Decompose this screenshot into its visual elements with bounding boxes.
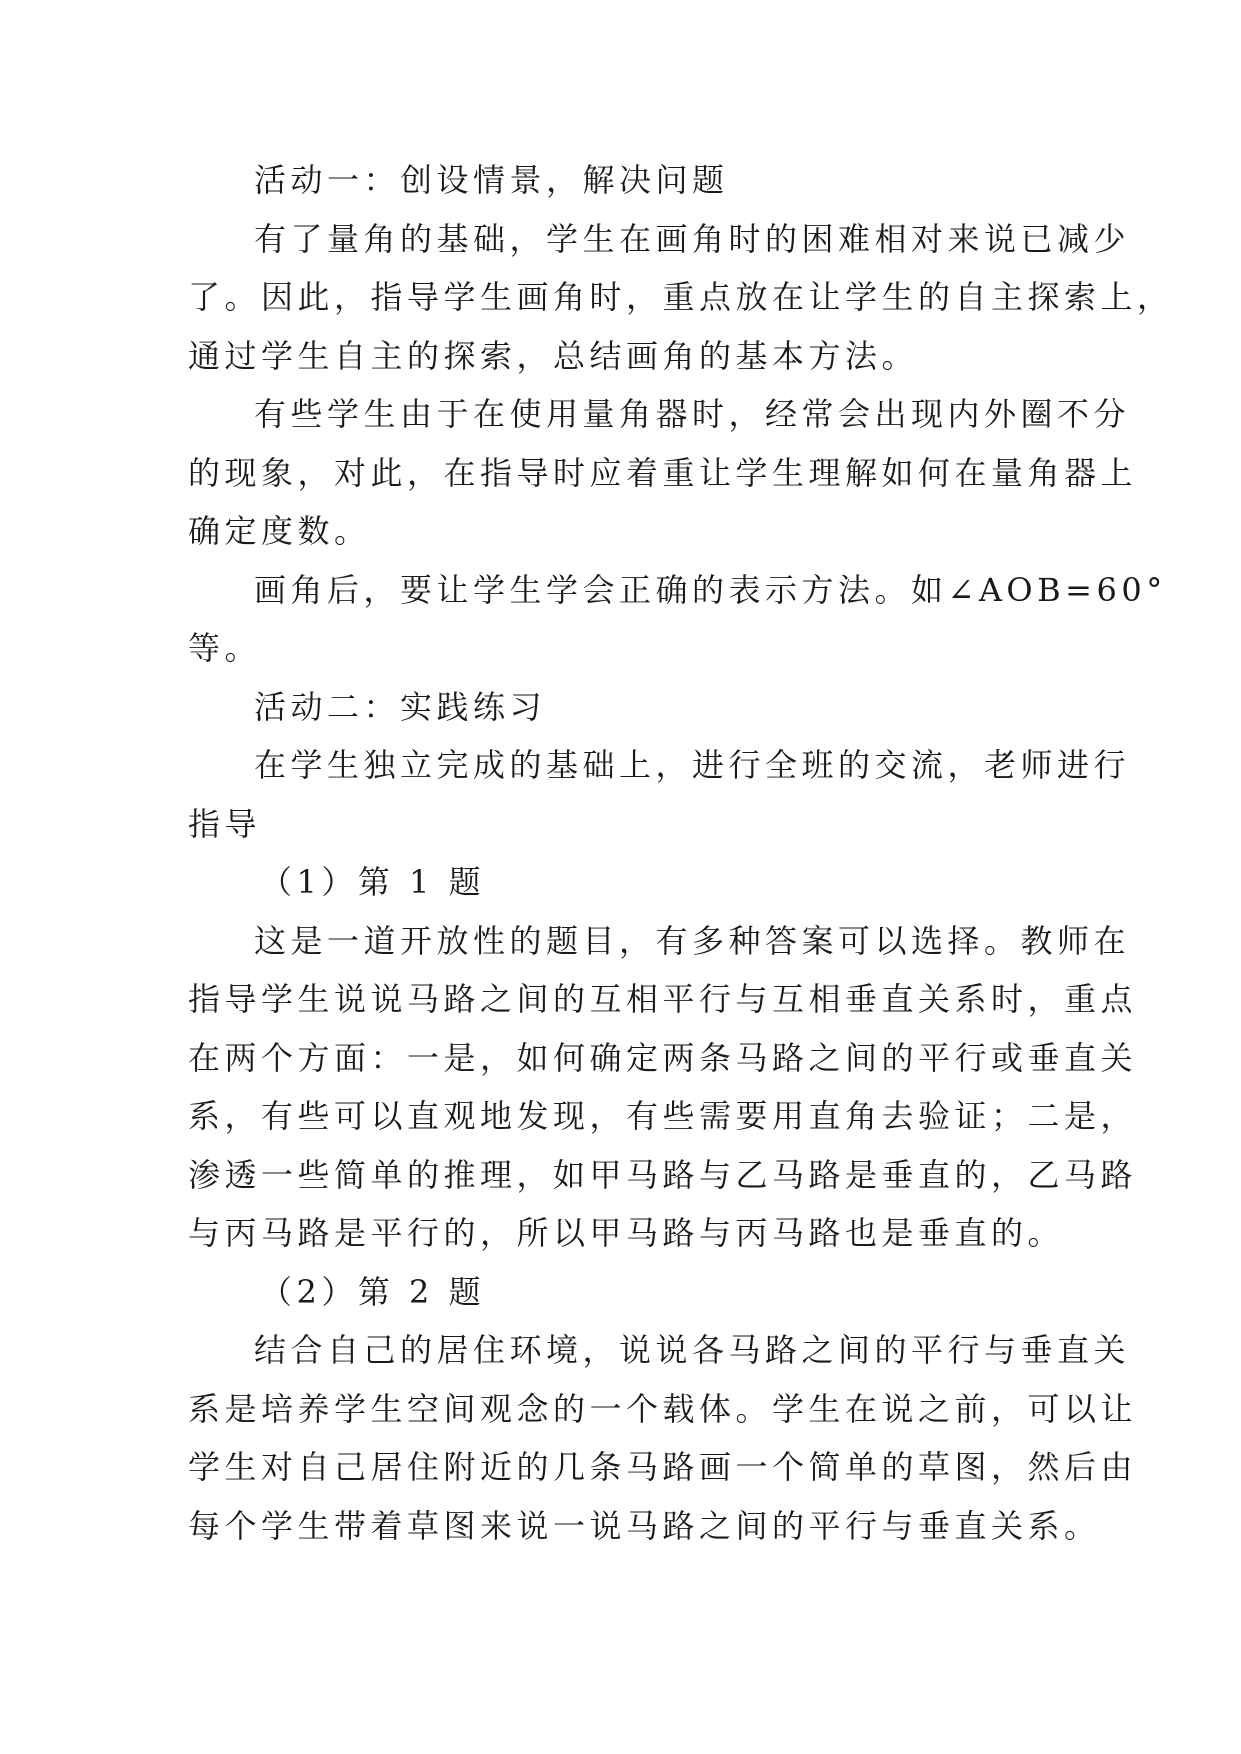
heading-activity-2: 活动二：实践练习 xyxy=(254,687,547,726)
question-2-heading: （2）第 2 题 xyxy=(260,1272,486,1311)
paragraph-line: 等。 xyxy=(188,629,262,667)
paragraph-line: 在学生独立完成的基础上，进行全班的交流，老师进行 xyxy=(254,746,1131,784)
paragraph-line: 通过学生自主的探索，总结画角的基本方法。 xyxy=(188,336,919,375)
paragraph-line: 结合自己的居住环境，说说各马路之间的平行与垂直关 xyxy=(254,1331,1131,1369)
paragraph-line: 指导 xyxy=(188,804,262,843)
paragraph-line: 每个学生带着草图来说一说马路之间的平行与垂直关系。 xyxy=(188,1506,1101,1545)
document-body xyxy=(188,151,1174,1555)
paragraph-line: 画角后，要让学生学会正确的表示方法。如∠AOB=60° xyxy=(254,570,1167,609)
paragraph-line: 系是培养学生空间观念的一个载体。学生在说之前，可以让 xyxy=(188,1389,1138,1428)
paragraph-line: 确定度数。 xyxy=(188,512,371,550)
paragraph-line: 学生对自己居住附近的几条马路画一个简单的草图，然后由 xyxy=(188,1448,1138,1486)
heading-activity-1: 活动一：创设情景，解决问题 xyxy=(254,161,729,199)
paragraph-line: 有了量角的基础，学生在画角时的困难相对来说已减少 xyxy=(254,219,1131,258)
paragraph-line: 了。因此，指导学生画角时，重点放在让学生的自主探索上， xyxy=(188,278,1174,316)
paragraph-line: 指导学生说说马路之间的互相平行与互相垂直关系时，重点 xyxy=(188,980,1138,1018)
paragraph-line: 有些学生由于在使用量角器时，经常会出现内外圈不分 xyxy=(254,395,1131,433)
question-1-heading: （1）第 1 题 xyxy=(260,863,486,901)
paragraph-line: 系，有些可以直观地发现，有些需要用直角去验证；二是， xyxy=(188,1097,1138,1135)
paragraph-line: 与丙马路是平行的，所以甲马路与丙马路也是垂直的。 xyxy=(188,1214,1065,1252)
paragraph-line: 的现象，对此，在指导时应着重让学生理解如何在量角器上 xyxy=(188,453,1138,492)
paragraph-line: 渗透一些简单的推理，如甲马路与乙马路是垂直的，乙马路 xyxy=(188,1155,1138,1194)
paragraph-line: 在两个方面：一是，如何确定两条马路之间的平行或垂直关 xyxy=(188,1038,1138,1077)
paragraph-line: 这是一道开放性的题目，有多种答案可以选择。教师在 xyxy=(254,921,1131,960)
